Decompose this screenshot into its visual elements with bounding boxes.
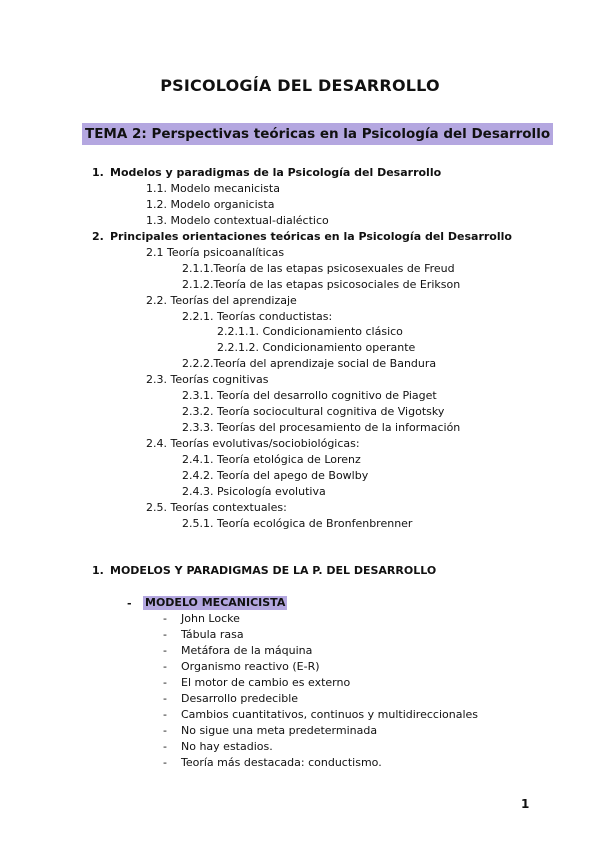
subhead-dash: - — [127, 597, 132, 610]
toc-item: 2.4.3. Psicología evolutiva — [182, 485, 326, 498]
toc-item: 2.1.1.Teoría de las etapas psicosexuales de Freud — [182, 262, 455, 275]
bullet-dash: - — [163, 612, 167, 625]
list-item: No sigue una meta predeterminada — [181, 724, 378, 737]
toc-item: 2.1 Teoría psicoanalíticas — [146, 246, 285, 259]
toc-item: 2.2.2.Teoría del aprendizaje social de Bandura — [182, 357, 437, 370]
toc-item: 1.3. Modelo contextual-dialéctico — [146, 214, 329, 227]
bullet-dash: - — [163, 676, 167, 689]
toc-section-2-title: Principales orientaciones teóricas en la Psicología del Desarrollo — [110, 230, 512, 243]
toc-item: 2.5.1. Teoría ecológica de Bronfenbrenner — [182, 517, 413, 530]
toc-item: 2.2.1.1. Condicionamiento clásico — [217, 325, 403, 338]
list-item: Organismo reactivo (E-R) — [181, 660, 320, 673]
toc-item: 2.3.2. Teoría sociocultural cognitiva de Vigotsky — [182, 405, 445, 418]
toc-item: 2.4. Teorías evolutivas/sociobiológicas: — [146, 437, 360, 450]
bullet-dash: - — [163, 644, 167, 657]
toc-section-2-number: 2. — [92, 230, 104, 243]
list-item: No hay estadios. — [181, 740, 273, 753]
page-number: 1 — [521, 797, 530, 811]
modelo-mecanicista-heading: MODELO MECANICISTA — [145, 596, 286, 609]
toc-item: 2.3.1. Teoría del desarrollo cognitivo de Piaget — [182, 389, 437, 402]
bullet-dash: - — [163, 724, 167, 737]
toc-section-1-title: Modelos y paradigmas de la Psicología del Desarrollo — [110, 166, 442, 179]
toc-item: 2.4.1. Teoría etológica de Lorenz — [182, 453, 361, 466]
bullet-dash: - — [163, 756, 167, 769]
toc-item: 1.1. Modelo mecanicista — [146, 182, 280, 195]
toc-item: 2.3.3. Teorías del procesamiento de la información — [182, 421, 461, 434]
toc-item: 2.2.1. Teorías conductistas: — [182, 310, 333, 323]
tema-heading: TEMA 2: Perspectivas teóricas en la Psicología del Desarrollo — [82, 123, 553, 145]
list-item: Cambios cuantitativos, continuos y multidireccionales — [181, 708, 478, 721]
toc-section-1-number: 1. — [92, 166, 104, 179]
section-1-title: MODELOS Y PARADIGMAS DE LA P. DEL DESARROLLO — [110, 564, 437, 577]
bullet-dash: - — [163, 660, 167, 673]
toc-item: 2.2. Teorías del aprendizaje — [146, 294, 297, 307]
bullet-dash: - — [163, 740, 167, 753]
list-item: El motor de cambio es externo — [181, 676, 351, 689]
list-item: John Locke — [181, 612, 240, 625]
list-item: Teoría más destacada: conductismo. — [181, 756, 382, 769]
page-title: PSICOLOGÍA DEL DESARROLLO — [160, 76, 440, 95]
toc-item: 1.2. Modelo organicista — [146, 198, 275, 211]
toc-item: 2.3. Teorías cognitivas — [146, 373, 269, 386]
list-item: Tábula rasa — [181, 628, 244, 641]
bullet-dash: - — [163, 708, 167, 721]
list-item: Metáfora de la máquina — [181, 644, 313, 657]
bullet-dash: - — [163, 692, 167, 705]
toc-item: 2.4.2. Teoría del apego de Bowlby — [182, 469, 369, 482]
toc-item: 2.1.2.Teoría de las etapas psicosociales de Erikson — [182, 278, 461, 291]
section-1-number: 1. — [92, 564, 104, 577]
bullet-dash: - — [163, 628, 167, 641]
toc-item: 2.5. Teorías contextuales: — [146, 501, 287, 514]
list-item: Desarrollo predecible — [181, 692, 299, 705]
toc-item: 2.2.1.2. Condicionamiento operante — [217, 341, 416, 354]
